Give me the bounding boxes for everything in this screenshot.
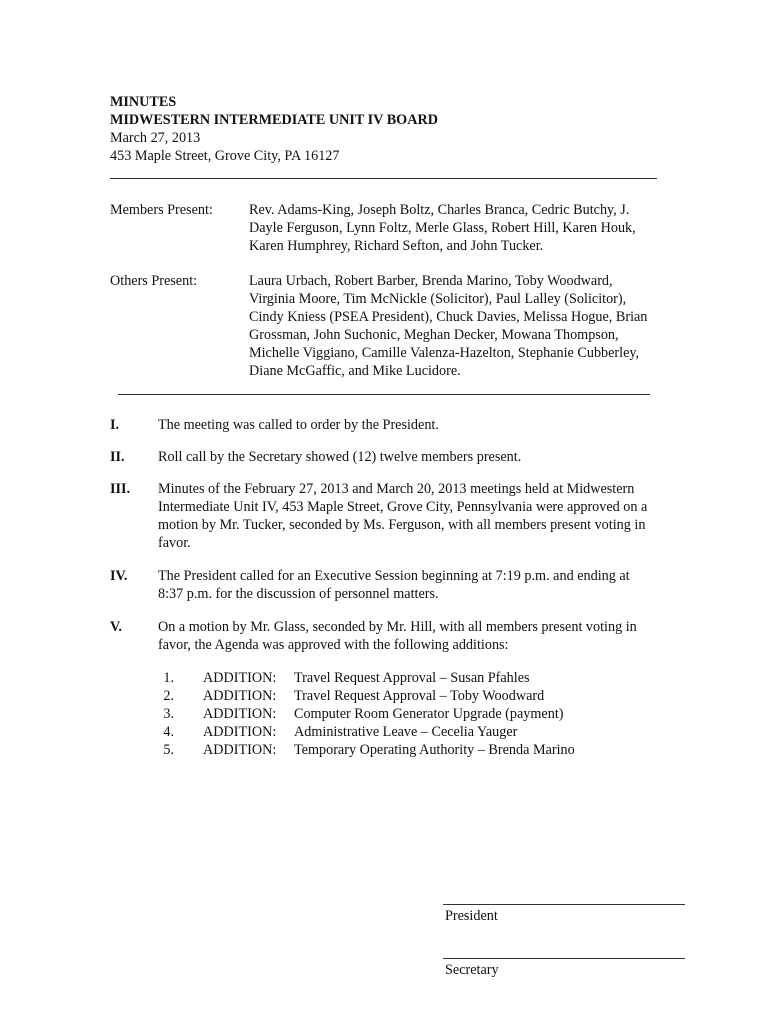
- item-numeral: IV.: [110, 568, 128, 584]
- addition-label: ADDITION:: [203, 688, 277, 704]
- others-present-label: Others Present:: [110, 273, 198, 289]
- item-line: On a motion by Mr. Glass, seconded by Mr. Hill, with all members present voting in: [158, 619, 637, 635]
- item-line: The meeting was called to order by the President.: [158, 417, 439, 433]
- members-line: Karen Humphrey, Richard Sefton, and John Tucker.: [249, 238, 544, 254]
- members-present-list: [249, 201, 689, 255]
- item-numeral: V.: [110, 619, 122, 635]
- members-present-label: Members Present:: [110, 202, 213, 218]
- item-line: favor.: [158, 535, 191, 551]
- others-line: Laura Urbach, Robert Barber, Brenda Marino, Toby Woodward,: [249, 273, 613, 289]
- item-text: [158, 567, 678, 603]
- addition-label: ADDITION:: [203, 742, 277, 758]
- addition-description: Computer Room Generator Upgrade (payment): [294, 706, 564, 722]
- others-line: Virginia Moore, Tim McNickle (Solicitor), Paul Lalley (Solicitor),: [249, 291, 627, 307]
- addition-number: 2.: [163, 688, 174, 704]
- addition-number: 3.: [163, 706, 174, 722]
- item-line: The President called for an Executive Session beginning at 7:19 p.m. and ending at: [158, 568, 630, 584]
- secretary-signature-label: Secretary: [445, 962, 499, 978]
- item-numeral: I.: [110, 417, 120, 433]
- addition-description: Travel Request Approval – Toby Woodward: [294, 688, 545, 704]
- addition-label: ADDITION:: [203, 724, 277, 740]
- item-line: Roll call by the Secretary showed (12) twelve members present.: [158, 449, 522, 465]
- others-line: Michelle Viggiano, Camille Valenza-Hazelton, Stephanie Cubberley,: [249, 345, 640, 361]
- addition-number: 1.: [163, 670, 174, 686]
- item-line: Intermediate Unit IV, 453 Maple Street, Grove City, Pennsylvania were approved on a: [158, 499, 648, 515]
- addition-label: ADDITION:: [203, 706, 277, 722]
- members-line: Dayle Ferguson, Lynn Foltz, Merle Glass, Robert Hill, Karen Houk,: [249, 220, 636, 236]
- item-numeral: III.: [110, 481, 131, 497]
- item-line: 8:37 p.m. for the discussion of personnel matters.: [158, 586, 439, 602]
- others-line: Grossman, John Suchonic, Meghan Decker, Mowana Thompson,: [249, 327, 619, 343]
- others-line: Cindy Kniess (PSEA President), Chuck Davies, Melissa Hogue, Brian: [249, 309, 648, 325]
- item-line: favor, the Agenda was approved with the following additions:: [158, 637, 509, 653]
- item-line: Minutes of the February 27, 2013 and March 20, 2013 meetings held at Midwestern: [158, 481, 635, 497]
- president-signature-label: President: [445, 908, 498, 924]
- addition-number: 5.: [163, 742, 174, 758]
- item-numeral: II.: [110, 449, 125, 465]
- item-text: [158, 618, 678, 654]
- president-signature-line: [443, 904, 685, 905]
- item-text: [158, 480, 678, 552]
- meeting-address: 453 Maple Street, Grove City, PA 16127: [110, 148, 340, 164]
- addition-number: 4.: [163, 724, 174, 740]
- item-text: [158, 416, 678, 434]
- header-divider: [110, 178, 657, 179]
- addition-description: Administrative Leave – Cecelia Yauger: [294, 724, 518, 740]
- item-text: [158, 448, 678, 466]
- secretary-signature-line: [443, 958, 685, 959]
- item-line: motion by Mr. Tucker, seconded by Ms. Ferguson, with all members present voting in: [158, 517, 646, 533]
- attendance-divider: [118, 394, 650, 395]
- members-line: Rev. Adams-King, Joseph Boltz, Charles Branca, Cedric Butchy, J.: [249, 202, 630, 218]
- meeting-date: March 27, 2013: [110, 130, 201, 146]
- board-name: MIDWESTERN INTERMEDIATE UNIT IV BOARD: [110, 112, 438, 128]
- addition-description: Travel Request Approval – Susan Pfahles: [294, 670, 530, 686]
- addition-label: ADDITION:: [203, 670, 277, 686]
- others-present-list: [249, 272, 689, 380]
- addition-description: Temporary Operating Authority – Brenda Marino: [294, 742, 575, 758]
- others-line: Diane McGaffic, and Mike Lucidore.: [249, 363, 461, 379]
- document-title: MINUTES: [110, 94, 177, 110]
